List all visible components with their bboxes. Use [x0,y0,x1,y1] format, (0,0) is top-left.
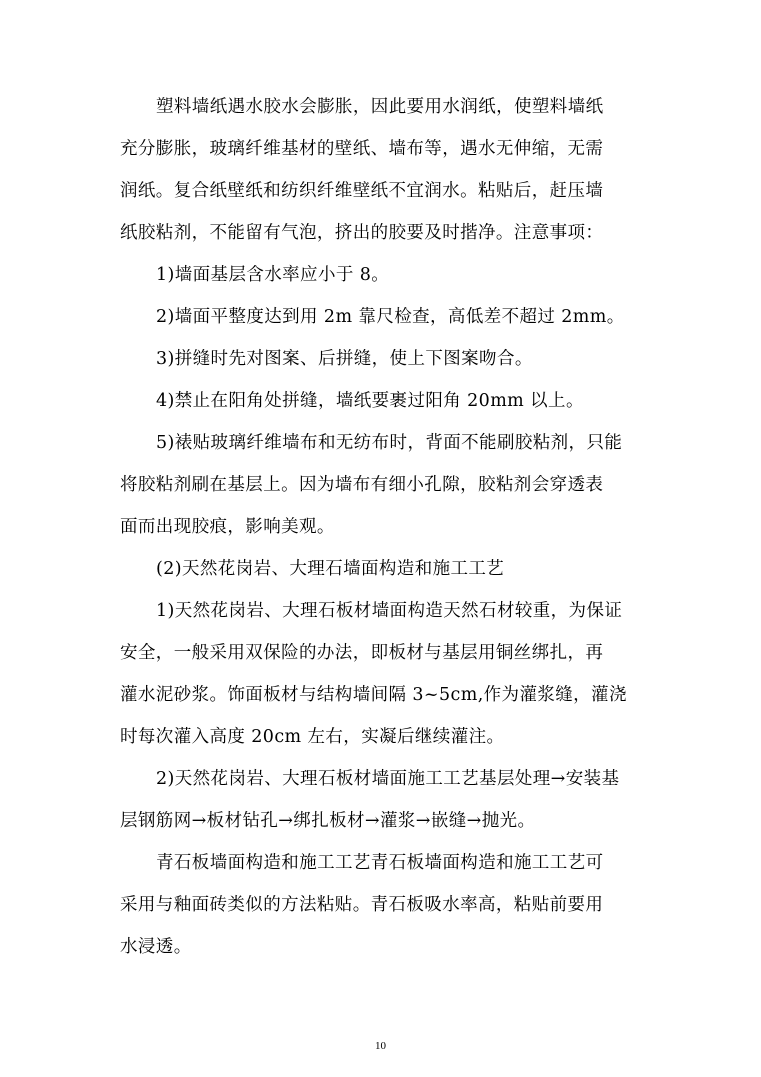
text-line: 层钢筋网→板材钻孔→绑扎板材→灌浆→嵌缝→抛光。 [120,811,536,831]
text-line: 润纸。复合纸壁纸和纺织纤维壁纸不宜润水。粘贴后，赶压墙 [120,181,604,201]
text-line: 水浸透。 [120,937,192,957]
text-line: 1)天然花岗岩、大理石板材墙面构造天然石材较重，为保证 [156,601,623,621]
text-line: 3)拼缝时先对图案、后拼缝，使上下图案吻合。 [156,349,533,369]
text-line: 采用与釉面砖类似的方法粘贴。青石板吸水率高，粘贴前要用 [120,895,604,915]
text-line: 2)天然花岗岩、大理石板材墙面施工工艺基层处理→安装基 [156,769,620,789]
text-line: 纸胶粘剂，不能留有气泡，挤出的胶要及时揩净。注意事项： [120,223,604,243]
text-line: 安全，一般采用双保险的办法，即板材与基层用铜丝绑扎，再 [120,643,604,663]
text-line: 时每次灌入高度 20cm 左右，实凝后继续灌注。 [120,727,505,747]
text-line: 2)墙面平整度达到用 2m 靠尺检查，高低差不超过 2mm。 [156,307,625,327]
text-line: 面而出现胶痕，影响美观。 [120,517,335,537]
text-line: 将胶粘剂刷在基层上。因为墙布有细小孔隙，胶粘剂会穿透表 [120,475,604,495]
text-line: 5)裱贴玻璃纤维墙布和无纺布时，背面不能刷胶粘剂，只能 [156,433,623,453]
text-line: 灌水泥砂浆。饰面板材与结构墙间隔 3~5cm,作为灌浆缝，灌浇 [120,685,627,705]
page-number: 10 [375,1040,386,1052]
text-line: 青石板墙面构造和施工工艺青石板墙面构造和施工工艺可 [156,853,604,873]
text-line: 塑料墙纸遇水胶水会膨胀，因此要用水润纸，使塑料墙纸 [156,97,604,117]
section-heading: (2)天然花岗岩、大理石墙面构造和施工工艺 [156,559,505,579]
text-line: 充分膨胀，玻璃纤维基材的壁纸、墙布等，遇水无伸缩，无需 [120,139,604,159]
text-line: 4)禁止在阳角处拼缝，墙纸要裹过阳角 20mm 以上。 [156,391,584,411]
document-body [120,86,640,968]
text-line: 1)墙面基层含水率应小于 8。 [156,265,390,285]
